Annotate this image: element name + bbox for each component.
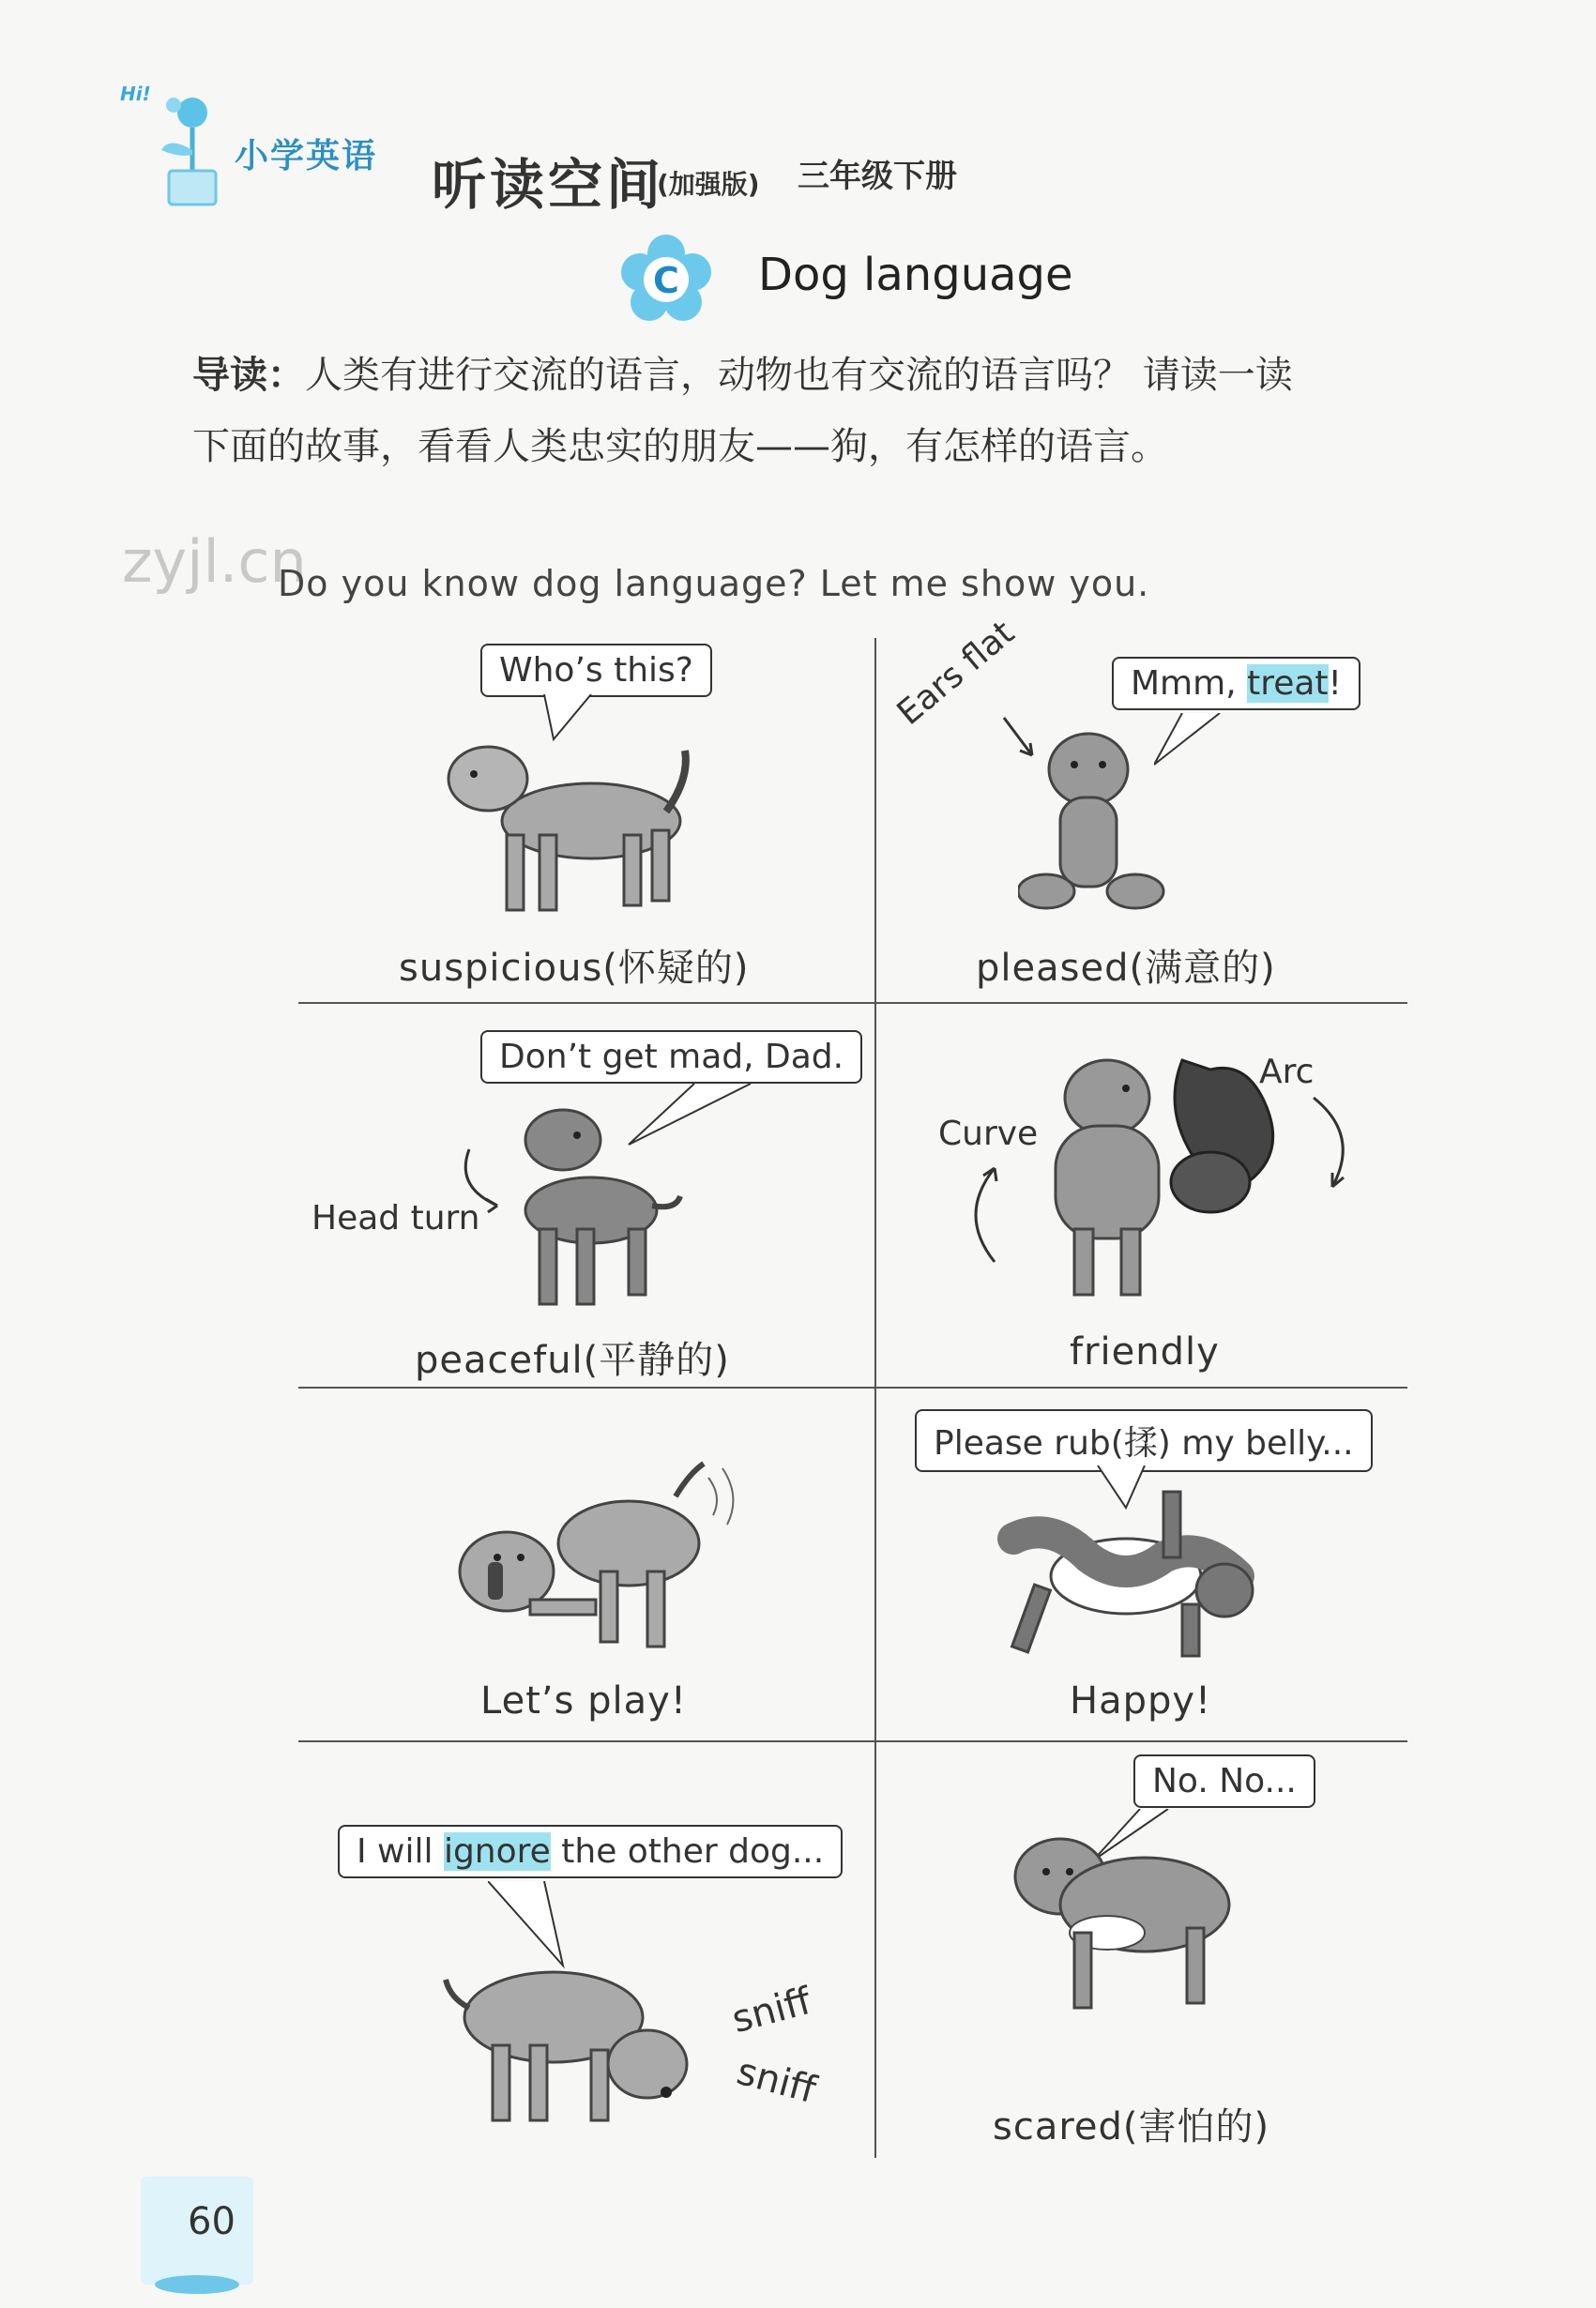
dog-scared-illustration: [1004, 1811, 1239, 2017]
header-grade: 三年级下册: [798, 158, 957, 195]
header-series: 小学英语: [235, 137, 378, 175]
grid-divider-vertical: [874, 638, 876, 2158]
header-hi: Hi!: [120, 83, 151, 105]
highlight-treat: treat: [1247, 664, 1329, 703]
caption-peaceful: peaceful(平静的): [415, 1339, 730, 1382]
arrow-arc-icon: [1304, 1088, 1360, 1201]
section-badge-icon: [619, 233, 713, 326]
caption-suspicious: suspicious(怀疑的): [399, 947, 750, 990]
caption-pleased: pleased(满意的): [976, 947, 1276, 990]
question-text: Do you know dog language? Let me show you.: [278, 563, 1150, 604]
dog-pleased-illustration: [1018, 722, 1168, 919]
highlight-ignore: ignore: [443, 1832, 551, 1871]
page-number: 60: [188, 2200, 236, 2243]
bubble-ignore-other-dog: [338, 1825, 843, 1878]
label-curve: Curve: [938, 1115, 1039, 1153]
intro-text-1: 人类有进行交流的语言，动物也有交流的语言吗？ 请读一读: [305, 354, 1293, 397]
dog-play-illustration: [441, 1459, 741, 1656]
intro-lead: 导读：: [192, 354, 305, 397]
dog-happy-illustration: [995, 1482, 1257, 1661]
bubble-mmm-treat: [1112, 657, 1360, 710]
label-head-turn: Head turn: [312, 1199, 480, 1238]
caption-lets-play: Let’s play!: [480, 1679, 687, 1723]
intro-line-1: [192, 340, 1525, 411]
grid-divider-3: [298, 1740, 1407, 1742]
label-sniff-2: sniff: [732, 2049, 821, 2113]
label-sniff-1: sniff: [727, 1979, 816, 2042]
bubble-text-post: the other dog...: [550, 1832, 825, 1871]
header-edition: (加强版): [657, 169, 760, 200]
label-arc: Arc: [1259, 1053, 1315, 1091]
arrow-curve-icon: [957, 1159, 1013, 1271]
dog-sniffing-illustration: [441, 1942, 694, 2130]
grid-divider-1: [298, 1002, 1407, 1004]
caption-friendly: friendly: [1070, 1330, 1220, 1374]
bubble-text-pre: I will: [357, 1832, 444, 1871]
dogs-friendly-illustration: [1032, 1041, 1295, 1304]
bubble-text-pre: Mmm,: [1131, 664, 1248, 703]
header-title: 听读空间: [432, 153, 665, 217]
label-ears-flat: Ears flat: [889, 614, 1022, 733]
bubble-text-post: !: [1328, 664, 1342, 703]
caption-happy: Happy!: [1070, 1679, 1212, 1723]
section-letter: C: [653, 260, 679, 301]
bubble-no-no: No. No...: [1133, 1754, 1315, 1808]
grid-divider-2: [298, 1387, 1407, 1389]
section-title: Dog language: [758, 249, 1073, 301]
bubble-dont-get-mad: Don’t get mad, Dad.: [480, 1030, 862, 1084]
watermark: zyjl.cn: [122, 527, 307, 596]
dog-suspicious-illustration: [432, 722, 704, 919]
bubble-whos-this: Who’s this?: [480, 644, 712, 697]
caption-scared: scared(害怕的): [993, 2105, 1270, 2149]
intro-line-2: 下面的故事，看看人类忠实的朋友——狗，有怎样的语言。: [192, 425, 1168, 468]
dog-peaceful-illustration: [497, 1098, 685, 1313]
bubble-rub-belly: Please rub(揉) my belly...: [915, 1409, 1373, 1472]
